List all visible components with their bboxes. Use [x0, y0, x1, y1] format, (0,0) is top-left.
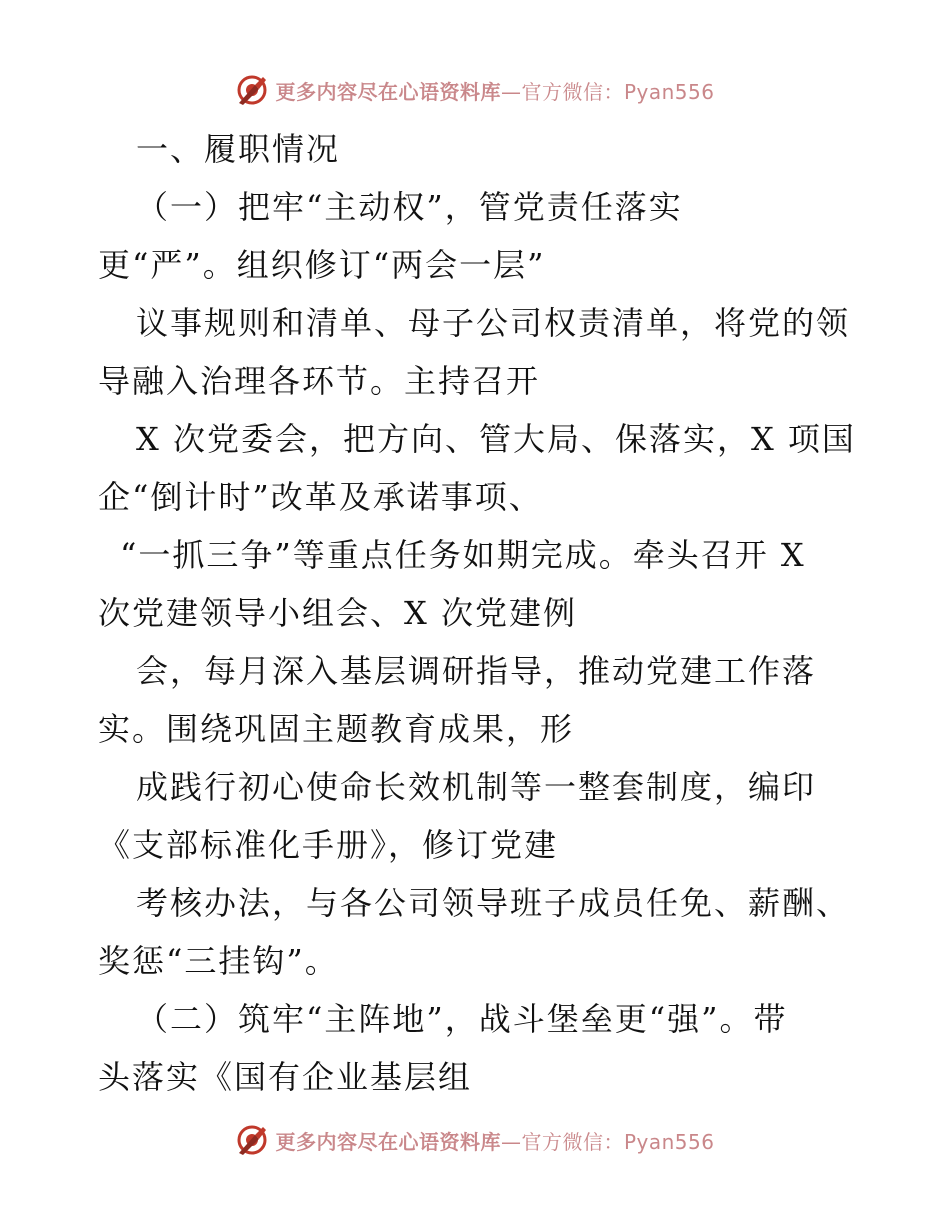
- paragraph-line: 奖惩“三挂钩”。: [98, 942, 339, 980]
- paragraph-line: 考核办法，与各公司领导班子成员任免、薪酬、: [136, 884, 851, 922]
- footer-separator: —: [500, 1129, 522, 1154]
- paragraph-line: “一抓三争”等重点任务如期完成。牵头召开 X: [120, 536, 806, 574]
- pen-logo-icon: [235, 1123, 269, 1157]
- pen-logo-icon: [235, 73, 269, 107]
- paragraph-line: 议事规则和清单、母子公司权责清单，将党的领: [136, 304, 851, 342]
- footer-watermark-banner: [0, 1120, 950, 1160]
- paragraph-line: 更“严”。组织修订“两会一层”: [98, 246, 546, 284]
- section-heading: （二）筑牢“主阵地”，战斗堡垒更“强”。带: [136, 1000, 788, 1038]
- paragraph-line: 成践行初心使命长效机制等一整套制度，编印: [136, 768, 817, 806]
- paragraph-line: （一）把牢“主动权”，管党责任落实: [136, 188, 683, 226]
- header-site-text: 更多内容尽在心语资料库: [275, 79, 501, 104]
- paragraph-line: 次党建领导小组会、X 次党建例: [98, 594, 577, 632]
- header-watermark-banner: [0, 70, 950, 110]
- paragraph-line: 导融入治理各环节。主持召开: [98, 362, 541, 400]
- header-separator: —: [500, 79, 522, 104]
- paragraph-line: 会，每月深入基层调研指导，推动党建工作落: [136, 652, 817, 690]
- paragraph-line: 企“倒计时”改革及承诺事项、: [98, 478, 543, 516]
- paragraph-line: 头落实《国有企业基层组: [98, 1058, 473, 1096]
- header-contact-text: 官方微信：Pyan556: [521, 79, 715, 104]
- section-heading: 一、履职情况: [136, 130, 341, 168]
- footer-contact-text: 官方微信：Pyan556: [521, 1129, 715, 1154]
- paragraph-line: 实。围绕巩固主题教育成果，形: [98, 710, 575, 748]
- paragraph-line: X 次党委会，把方向、管大局、保落实，X 项国: [136, 420, 856, 458]
- footer-site-text: 更多内容尽在心语资料库: [275, 1129, 501, 1154]
- paragraph-line: 《支部标准化手册》，修订党建: [98, 826, 559, 864]
